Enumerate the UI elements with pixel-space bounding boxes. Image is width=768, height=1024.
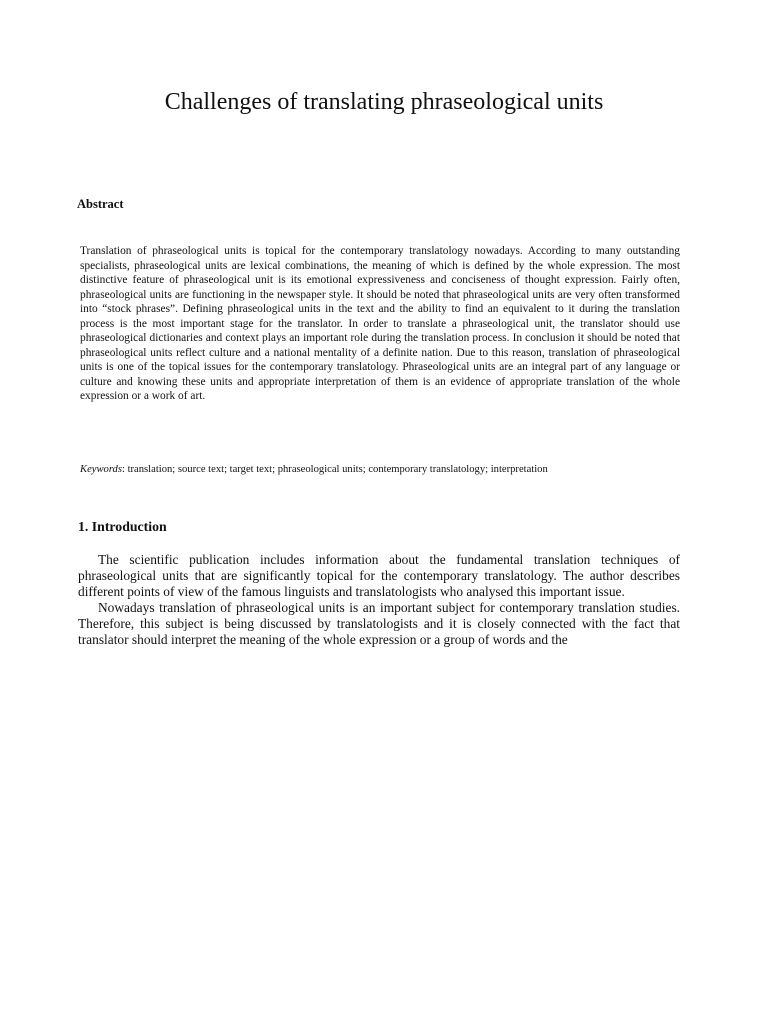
- intro-paragraph: The scientific publication includes information about the fundamental translation techniques of phraseological units that are significantly topical for the contemporary translatology. The author describes different points of view of the famous linguists and translatologists who analysed this important issue.: [78, 552, 680, 599]
- introduction-body: [78, 552, 680, 647]
- section-heading-introduction: 1. Introduction: [78, 519, 167, 534]
- keywords-label: Keywords: [80, 464, 122, 475]
- abstract-heading: Abstract: [77, 197, 124, 211]
- intro-paragraph: Nowadays translation of phraseological units is an important subject for contemporary translation studies. Therefore, this subject is being discussed by translatologists and it is closely connected with the fact that translator should interpret the meaning of the whole expression or a group of words and the: [78, 599, 680, 647]
- abstract-body: Translation of phraseological units is topical for the contemporary translatology nowadays. According to many outstanding specialists, phraseological units are lexical combinations, the meaning of which is defined by the whole expression. The most distinctive feature of phraseological unit is its emotional expressiveness and conciseness of thought expression. Fairly often, phraseological units are functioning in the newspaper style. It should be noted that phraseological units are very often transformed into “stock phrases”. Defining phraseological units in the text and the ability to find an equivalent to it during the translation process is the most important stage for the translator. In order to translate a phraseological unit, the translator should use phraseological dictionaries and context plays an important role during the translation process. In conclusion it should be noted that phraseological units reflect culture and a national mentality of a definite nation. Due to this reason, translation of phraseological units is one of the topical issues for the contemporary translatology. Phraseological units are an integral part of any language or culture and knowing these units and appropriate interpretation of them is an evidence of appropriate translation of the whole expression or a work of art.: [80, 245, 680, 403]
- keywords-line: [80, 463, 700, 477]
- page-title: Challenges of translating phraseological units: [164, 89, 604, 115]
- keywords-text: : translation; source text; target text; phraseological units; contemporary translatology; interpretation: [121, 464, 548, 475]
